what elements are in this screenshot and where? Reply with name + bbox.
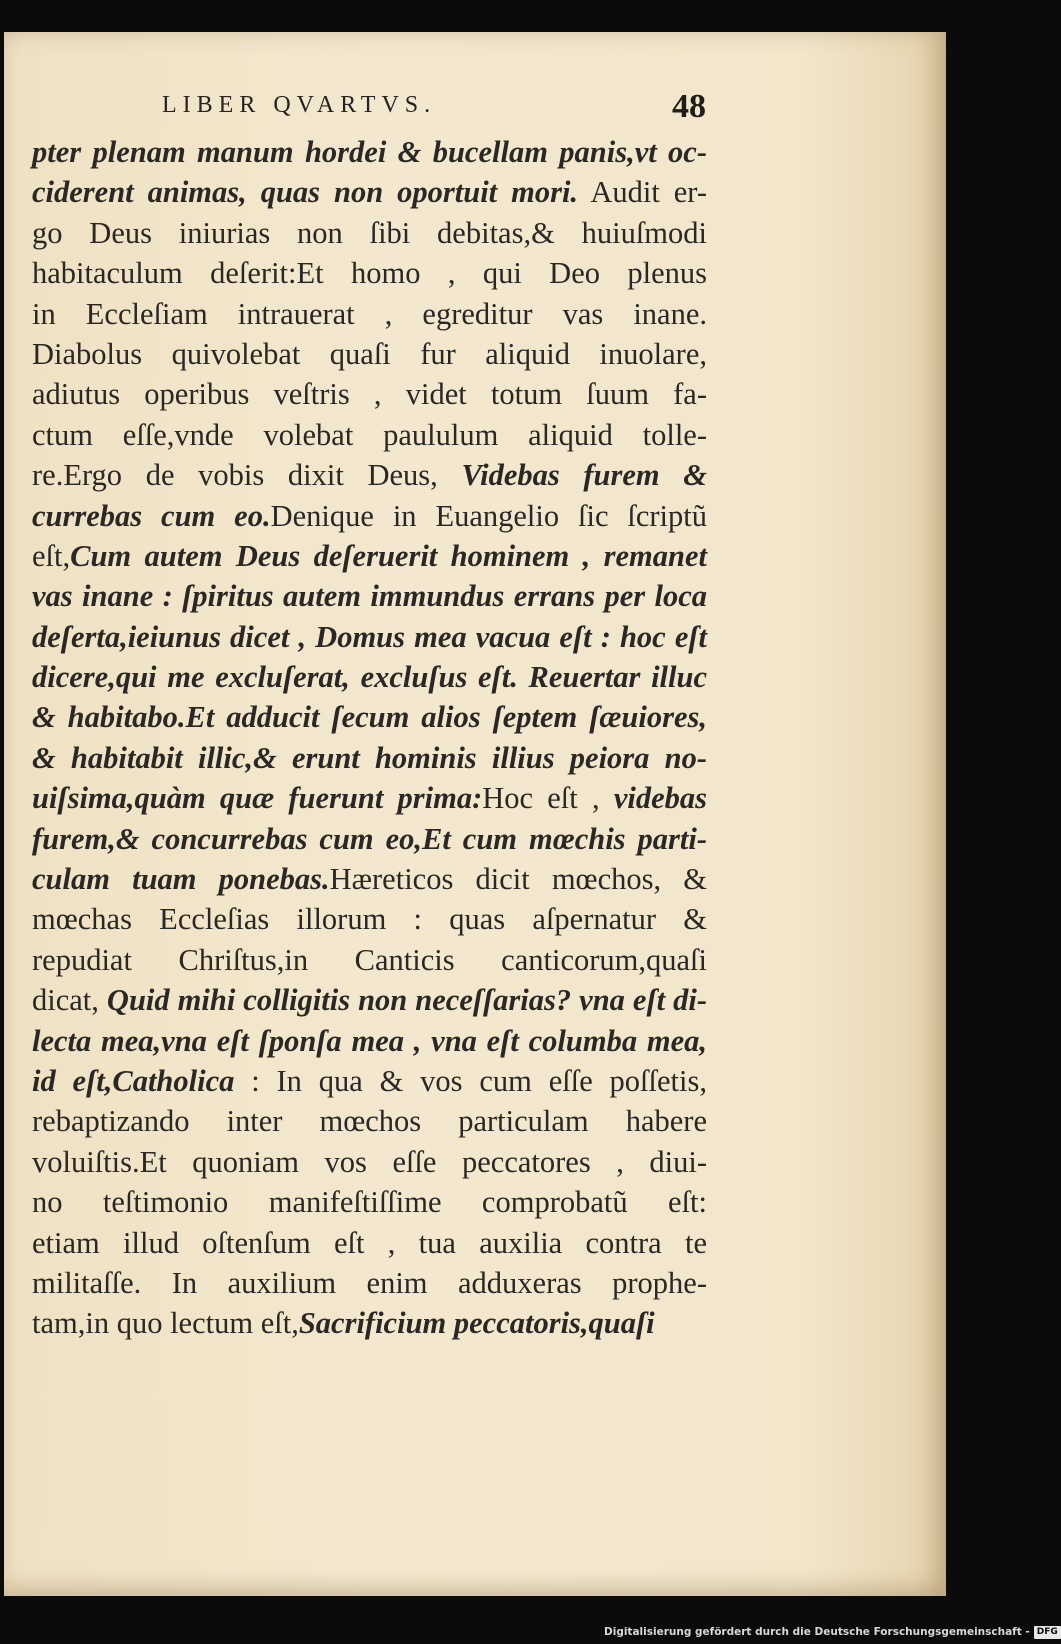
text-line [32,1101,707,1141]
italic-run: Cum autem Deus deſeruerit hominem , remanet [70,538,707,573]
roman-run: dicat, [32,983,107,1018]
italic-run: vas inane : ſpiritus autem immundus errans per loca [32,579,707,614]
roman-run: repudiat Chriſtus,in Canticis canticorum,quaſi [32,942,707,977]
text-line [32,536,707,576]
text-line [32,374,707,414]
text-line [32,334,707,374]
italic-run: dicere,qui me excluſerat, excluſus eſt. Reuertar illuc [32,660,707,695]
text-line [32,1223,707,1263]
italic-run: lecta mea,vna eſt ſponſa mea , vna eſt columba mea, [32,1023,707,1058]
italic-run: culam tuam ponebas. [32,862,330,897]
roman-run: : In qua & vos cum eſſe poſſetis, [234,1063,707,1098]
text-line [32,778,707,818]
roman-run: Hæreticos dicit mœchos, & [329,862,707,897]
text-line [32,859,707,899]
roman-run: etiam illud oſtenſum eſt , tua auxilia contra te [32,1225,707,1260]
roman-run: no teſtimonio manifeſtiſſime comprobatũ eſt: [32,1185,707,1220]
italic-run: & habitabo.Et adducit ſecum alios ſeptem ſæuiores, [32,700,707,735]
roman-run: voluiſtis.Et quoniam vos eſſe peccatores , diui- [32,1144,707,1179]
text-line [32,213,707,253]
text-line [32,940,707,980]
roman-run: militaſſe. In auxilium enim adduxeras prophe- [32,1265,707,1300]
dfg-logo: DFG [1034,1626,1061,1639]
italic-run: & habitabit illic,& erunt hominis illius peiora no- [32,740,707,775]
roman-run: Hoc eſt , [482,781,614,816]
roman-run: habitaculum deſerit:Et homo , qui Deo plenus [32,256,707,291]
italic-run: ciderent animas, quas non oportuit mori. [32,175,579,210]
text-line [32,980,707,1020]
text-line [32,1303,707,1343]
text-line [32,819,707,859]
text-line [32,738,707,778]
text-line [32,132,707,172]
text-line [32,1263,707,1303]
italic-run: Videbas furem & [461,458,708,493]
text-line [32,294,707,334]
text-line [32,1061,707,1101]
roman-run: ctum eſſe,vnde volebat paululum aliquid tolle- [32,417,707,452]
body-text [32,132,707,1344]
running-head: LIBER QVARTVS. [162,92,437,118]
text-line [32,697,707,737]
italic-run: Sacrificium peccatoris,quaſi [298,1306,655,1341]
roman-run: rebaptizando inter mœchos particulam habere [32,1104,707,1139]
roman-run: mœchas Eccleſias illorum : quas aſpernatur & [32,902,707,937]
italic-run: pter plenam manum hordei & bucellam panis,vt oc- [32,135,707,169]
text-line [32,496,707,536]
text-line [32,172,707,212]
book-page [4,32,946,1596]
roman-run: Denique in Euangelio ſic ſcriptũ [270,498,707,533]
roman-run: adiutus operibus veſtris , videt totum ſuum fa- [32,377,707,412]
footer [604,1623,1061,1641]
text-line [32,455,707,495]
text-line [32,1182,707,1222]
page-header [4,88,946,128]
text-line [32,899,707,939]
text-line [32,1142,707,1182]
italic-run: videbas [613,781,707,816]
roman-run: Diabolus quivolebat quaſi fur aliquid inuolare, [32,336,707,371]
folio-number: 48 [672,88,706,125]
italic-run: deſerta,ieiunus dicet , Domus mea vacua eſt : hoc eſt [32,619,707,654]
italic-run: furem,& concurrebas cum eo,Et cum mœchis parti- [32,821,707,856]
italic-run: uiſsima,quàm quæ fuerunt prima: [32,781,483,816]
roman-run: Audit er- [578,175,708,210]
italic-run: currebas cum eo. [32,498,271,533]
roman-run: in Eccleſiam intrauerat , egreditur vas inane. [32,296,707,331]
roman-run: go Deus iniurias non ſibi debitas,& huiuſmodi [32,215,707,250]
text-line [32,1021,707,1061]
italic-run: Quid mihi colligitis non neceſſarias? vna eſt di- [106,983,707,1018]
text-line [32,415,707,455]
roman-run: tam,in quo lectum eſt, [32,1306,299,1341]
italic-run: id eſt,Catholica [32,1063,235,1098]
text-line [32,657,707,697]
text-line [32,253,707,293]
text-line [32,617,707,657]
footer-credit: Digitalisierung gefördert durch die Deutsche Forschungsgemeinschaft - [604,1626,1030,1638]
roman-run: re.Ergo de vobis dixit Deus, [32,458,462,493]
roman-run: eſt, [32,538,71,573]
text-line [32,576,707,616]
